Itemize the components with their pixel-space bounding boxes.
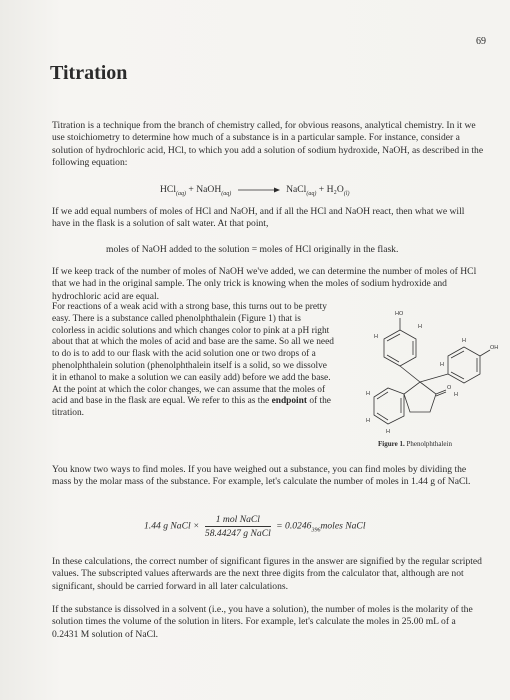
h-label: H (418, 324, 422, 330)
calc-result: = 0.0246 (276, 520, 312, 532)
hcl-state: (aq) (176, 190, 186, 197)
h2o-state: (l) (343, 190, 350, 197)
moles-from-mass-paragraph: You know two ways to find moles. If you have weighed out a substance, you can find moles by dividing the mass by the molar mass of the substance. For example, let's calculate the number of moles in 1.44 g of NaCl. (52, 464, 471, 488)
figure-caption-label: Figure 1. (378, 440, 405, 448)
lower-ring (374, 388, 404, 424)
conversion-fraction (205, 514, 271, 539)
intro-paragraph: Titration is a technique from the branch of chemistry called, for obvious reasons, analytical chemistry. In it we use stoichiometry to determine how much of a substance is in a particular sample. For instance, consider a solution of hydrochloric acid, HCl, to which you add a solution of sodium hydroxide, NaOH, as described in the following equation: (52, 120, 484, 169)
phenolphthalein-structure (340, 300, 500, 450)
calc-subscript-digits: 396 (311, 527, 321, 534)
hcl-formula: HCl (160, 184, 176, 195)
figure-caption-text: Phenolphthalein (406, 440, 452, 448)
h2o-formula: H₂O (326, 184, 344, 195)
carbonyl-o-label: O (447, 385, 452, 391)
plus-sign: + (188, 184, 194, 195)
ho-label: HO (395, 311, 404, 317)
endpoint-term: endpoint (271, 396, 307, 407)
figure-caption (378, 440, 452, 448)
phenolphthalein-paragraph (52, 302, 334, 420)
page-title: Titration (50, 62, 128, 84)
oh-label: OH (490, 345, 499, 351)
h-label: H (440, 362, 444, 368)
calc-lhs: 1.44 g NaCl × (144, 520, 200, 532)
h-label: H (366, 391, 370, 397)
naoh-state: (aq) (221, 190, 232, 197)
h-label: H (386, 429, 390, 435)
right-ring (448, 347, 480, 383)
molarity-paragraph: If the substance is dissolved in a solvent (i.e., you have a solution), the number of moles is the molarity of the solution times the volume of the solution in liters. For example, let's calculate the moles in 25.00 mL of a 0.2431 M solution of NaCl. (52, 604, 473, 640)
plus-sign: + (318, 184, 325, 195)
h-label: H (462, 338, 466, 344)
moles-calculation (144, 514, 365, 539)
sig-figs-paragraph: In these calculations, the correct number of significant figures in the answer are signified by the regular scripted values. The subscripted values afterwards are the next three digits from the calculator that, although are not significant, should be carried forward in all later calculations. (52, 556, 482, 592)
p4-text: For reactions of a weak acid with a strong base, this turns out to be pretty easy. There is a substance called phenolphthalein (Figure 1) that is colorless in acidic solutions and which changes color to pink at a pH right about that at which the moles of acid and base are the same. So all we need to do is to add to our flask with the acid solution one or two drops of a phenolphthalein solution (phenolphthalein itself is a solid, so we dissolve it in ethanol to make a solution we can easily add) before we add the base. At the point at which the color changes, we can assume that the moles of acid and base in the flask are equal. We refer to this as the (52, 302, 334, 407)
nacl-formula: NaCl (286, 184, 307, 195)
calc-unit: moles NaCl (320, 520, 366, 532)
page-number: 69 (476, 36, 486, 47)
naoh-formula: NaOH (196, 184, 222, 195)
h-label: H (374, 334, 378, 340)
tracking-paragraph: If we keep track of the number of moles of NaOH we've added, we can determine the number of moles of HCl that we had in the original sample. The only trick is knowing when the moles of sodium hydroxide and hydrochloric acid are equal. (52, 266, 477, 302)
fraction-denominator: 58.44247 g NaCl (204, 528, 271, 539)
nacl-state: (aq) (306, 190, 317, 197)
p4-end: of the titration. (52, 396, 331, 419)
h-label: H (366, 418, 370, 424)
equal-moles-paragraph: If we add equal numbers of moles of HCl and NaOH, and if all the HCl and NaOH react, then what we will have in the flask is a solution of salt water. At that point, (52, 206, 465, 230)
reaction-arrow-icon (238, 186, 280, 194)
reaction-equation (160, 184, 349, 197)
upper-ring (384, 330, 416, 366)
lactone-ring (404, 382, 436, 412)
moles-statement: moles of NaOH added to the solution = moles of HCl originally in the flask. (106, 244, 399, 255)
h-label: H (454, 392, 458, 398)
fraction-numerator: 1 mol NaCl (205, 514, 271, 527)
